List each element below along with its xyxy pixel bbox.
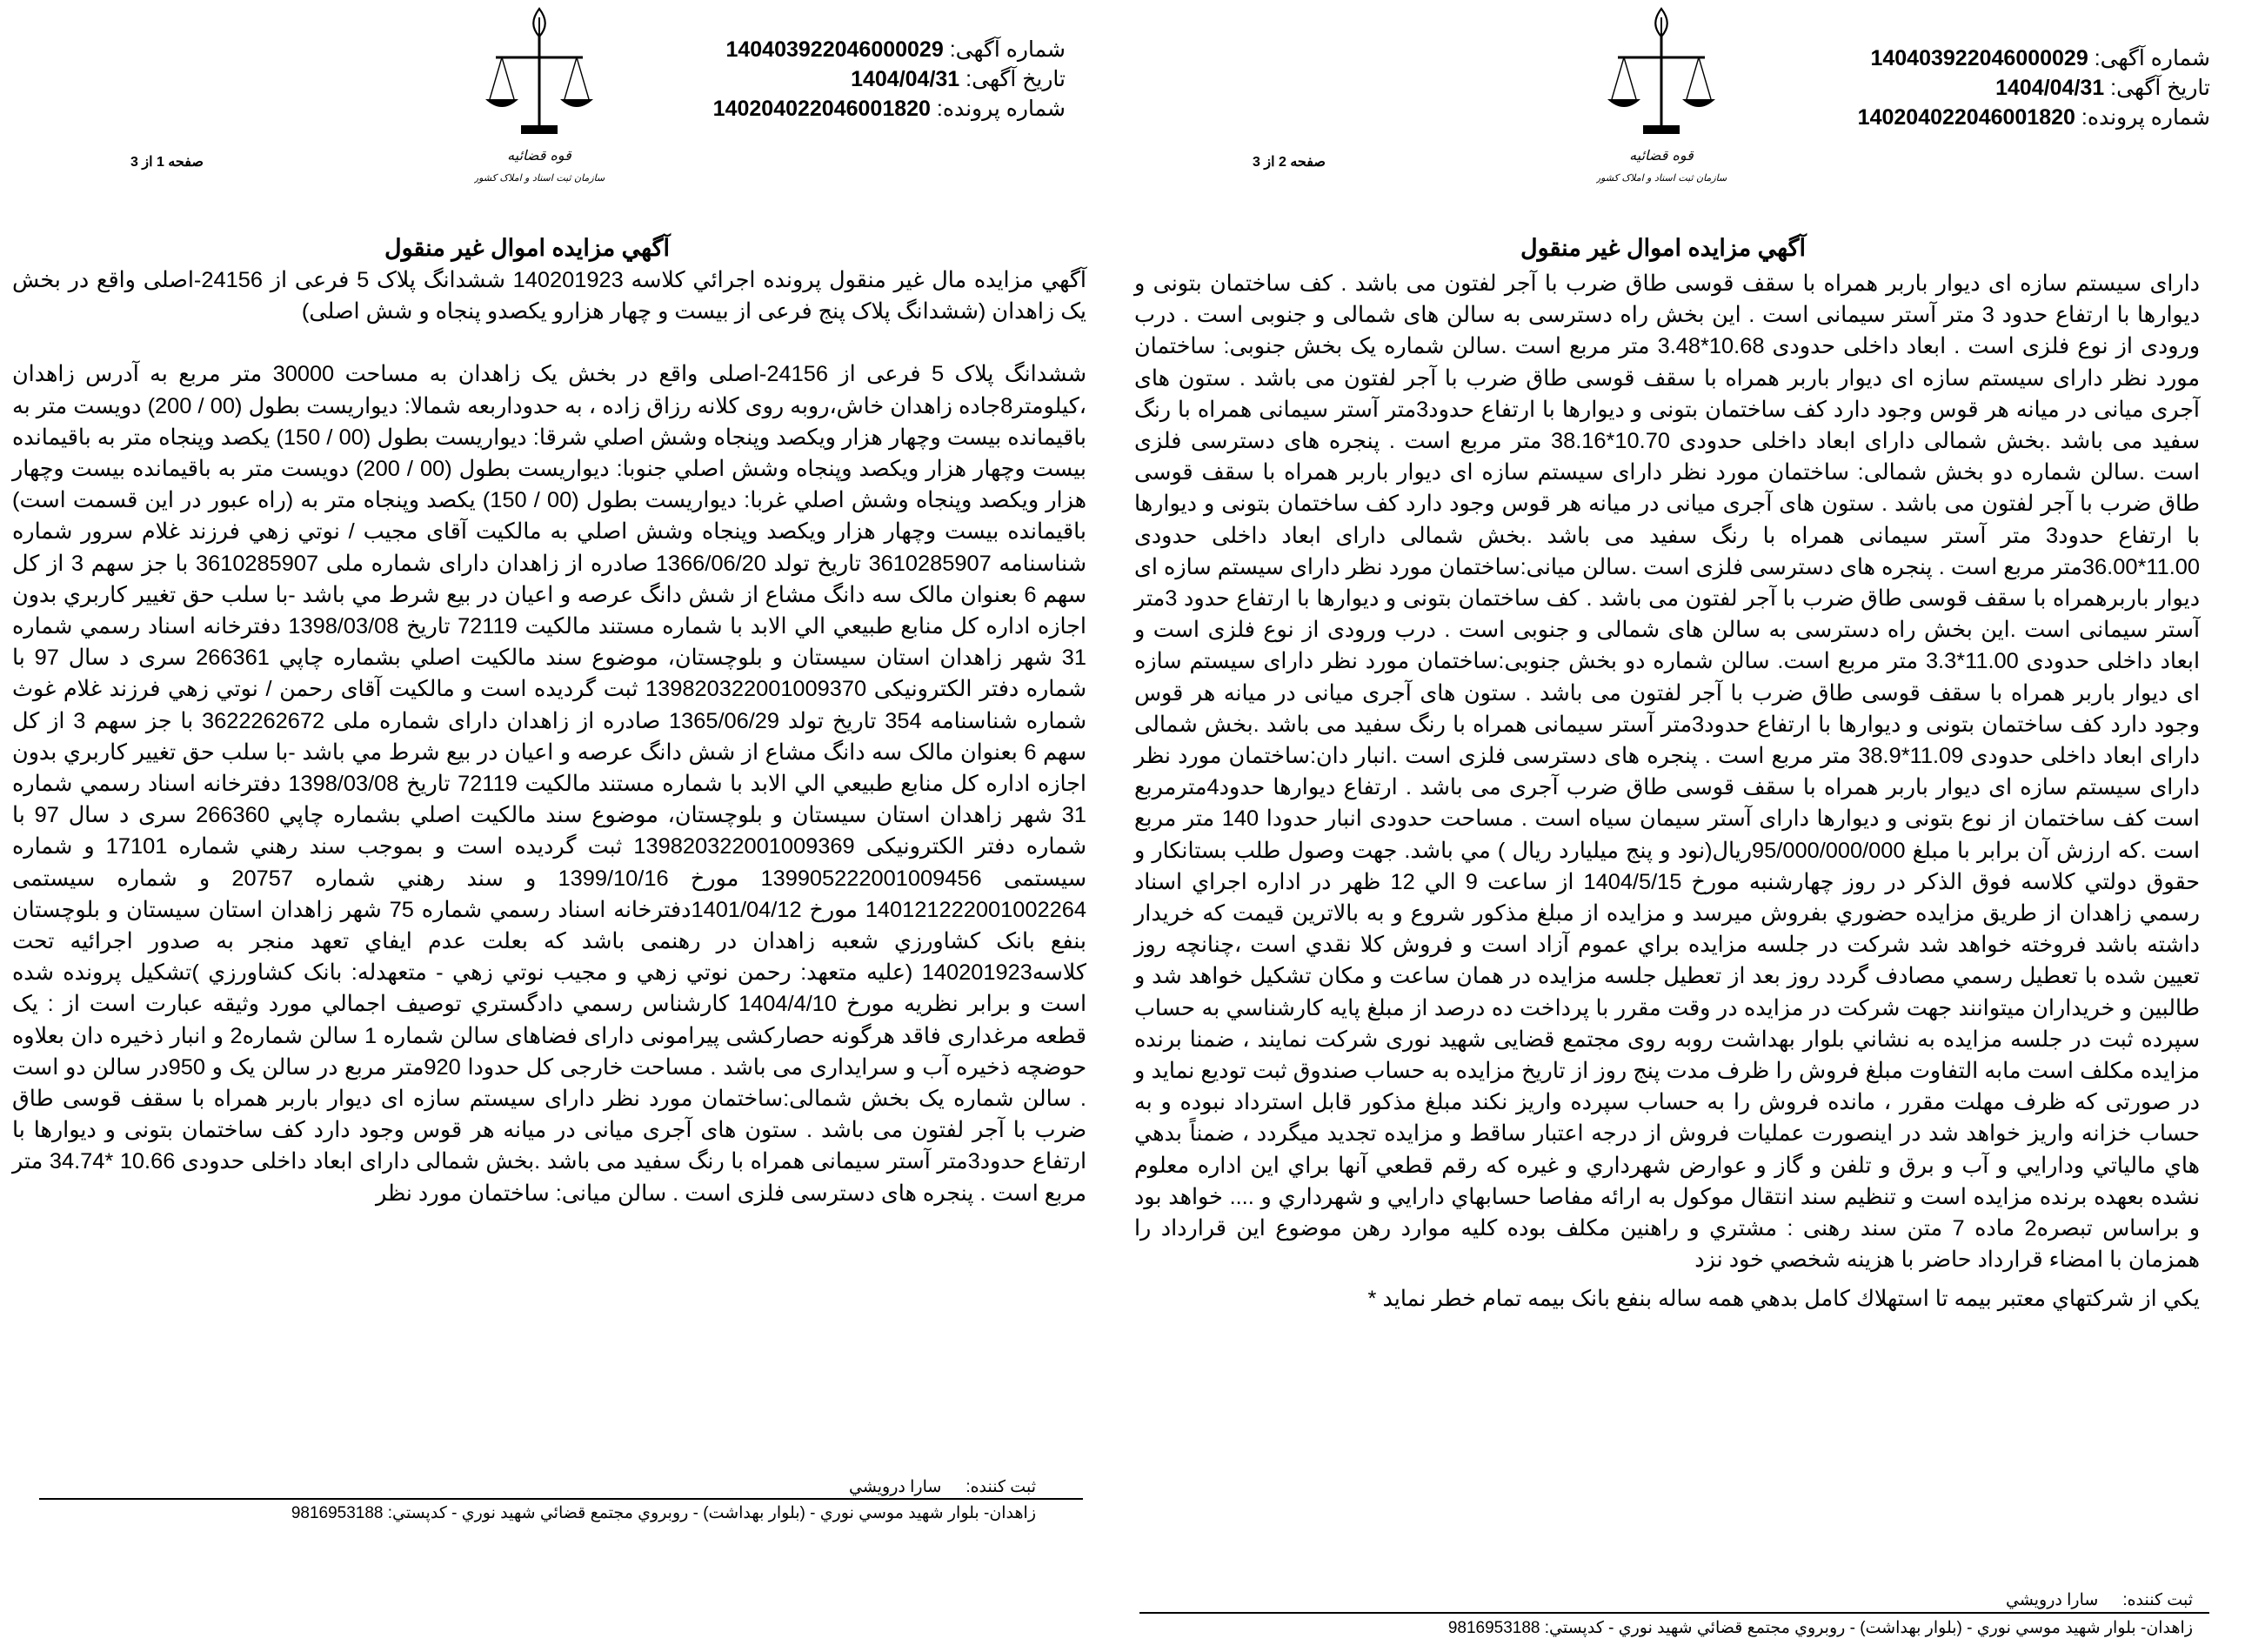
notice-date: 1404/04/31	[851, 67, 960, 91]
notice-date-row: تاریخ آگهی: 1404/04/31	[851, 67, 1066, 91]
notice-meta	[713, 35, 1066, 124]
footer-divider	[39, 1498, 1083, 1500]
notice-intro-paragraph: آگهي مزايده مال غير منقول پرونده اجرائي كلاسه 140201923 ششدانگ پلاک 5 فرعی از 24156-اصلی واقع در بخش یک زاهدان (ششدانگ پلاک پنج فرعی از بیست و چهار هزارو یکصدو پنجاه و شش اصلی)	[12, 268, 1086, 324]
page-title: آگهي مزايده اموال غير منقول	[1520, 235, 1806, 261]
registrar-label: ثبت کننده:	[965, 1478, 1036, 1496]
page-number-label: صفحه 1 از 3	[130, 155, 204, 170]
registrar-line	[2006, 1590, 2193, 1610]
notice-closing-paragraph: يكي از شركتهاي معتبر بيمه تا استهلاك كامل بدهي همه ساله بنفع بانک بيمه تمام خطر نمايد *	[1367, 1286, 2200, 1311]
judiciary-emblem-logo	[474, 5, 605, 188]
notice-main-paragraph: ششدانگ پلاک 5 فرعی از 24156-اصلی واقع در بخش یک زاهدان به مساحت 30000 متر مربع به آدرس زاهدان ،کیلومتر8جاده زاهدان خاش،روبه روی کلانه رزاق زاده ، به حدوداربعه شمالا: دیواریست بطول (00 / 200) دويست متر به باقيمانده بيست وچهار هزار ويكصد وپنجاه وشش اصلي شرقا: ديواريست بطول (00 / 150) يكصد وپنجاه متر به باقيمانده بيست وچهار هزار ويكصد وپنجاه وشش اصلي جنوبا: ديواريست بطول (00 / 200) دويست متر به باقيمانده بيست وچهار هزار ويكصد وپنجاه وشش اصلي غربا: ديواريست بطول (00 / 150) يكصد وپنجاه متر به (راه عبور در اين قسمت است) باقيمانده بيست وچهار هزار ويكصد وپنجاه وشش اصلي به مالكيت آقای مجيب / نوتي زهي فرزند غلام سرور شماره شناسنامه 3610285907 تاريخ تولد 1366/06/20 صادره از زاهدان دارای شماره ملی 3610285907 با جز سهم 3 از كل سهم 6 بعنوان مالک سه دانگ مشاع از شش دانگ عرصه و اعيان در بيع شرط مي باشد -با سلب حق تغيير كاربري بدون اجازه اداره كل منابع طبيعي الي الابد با شماره مستند مالكيت 72119 تاريخ 1398/03/08 دفترخانه اسناد رسمي شماره 31 شهر زاهدان استان سيستان و بلوچستان، موضوع سند مالكيت اصلي بشماره چاپي 266361 سری د سال 97 با شماره دفتر الكترونيكی 139820322001009370 ثبت گرديده است و مالكيت آقای رحمن / نوتي زهي فرزند غلام غوث شماره شناسنامه 354 تاريخ تولد 1365/06/29 صادره از زاهدان دارای شماره ملی 3622262672 با جز سهم 3 از كل سهم 6 بعنوان مالک سه دانگ مشاع از شش دانگ عرصه و اعيان در بيع شرط مي باشد -با سلب حق تغيير كاربري بدون اجازه اداره كل منابع طبيعي الي الابد با شماره مستند مالكيت 72119 تاريخ 1398/03/08 دفترخانه اسناد رسمي شماره 31 شهر زاهدان استان سيستان و بلوچستان، موضوع سند مالكيت اصلي بشماره چاپي 266360 سری د سال 97 با شماره دفتر الكترونيكی 139820322001009369 ثبت گرديده است و بموجب سند رهني شماره 17101 و شماره سيستمی 139905222001009456 مورخ 1399/10/16 و سند رهني شماره 20757 و شماره سيستمی 140121222001002264 مورخ 1401/04/12دفترخانه اسناد رسمي شماره 75 شهر زاهدان استان سيستان و بلوچستان بنفع بانک كشاورزي شعبه زاهدان در رهنمی باشد كه بعلت عدم ايفاي تعهد منجر به صدور اجرائيه تحت كلاسه140201923 (عليه متعهد: رحمن نوتي زهي و مجيب نوتي زهي - متعهدله: بانک كشاورزي )تشكيل پرونده شده است و برابر نظريه مورخ 1404/4/10 كارشناس رسمي دادگستري توصيف اجمالي مورد وثيقه عبارت است از : يک قطعه مرغداری فاقد هرگونه حصاركشی پیرامونی دارای فضاهای سالن شماره 1 سالن شماره2 و انبار ذخیره دان بعلاوه حوضچه ذخیره آب و سرایداری می باشد . مساحت خارجی کل حدودا 920متر مربع در سالن یک و 950در سالن دو است . سالن شماره یک بخش شمالی:ساختمان مورد نظر دارای سیستم سازه ای دیوار باربر همراه با سقف قوسی طاق ضرب با آجر لفتون می باشد . ستون های آجری میانی در میانه هر قوس وجود دارد کف ساختمان بتونی و دیوارها با ارتفاع حدود3متر آستر سیمانی همراه با رنگ سفید می باشد .بخش شمالی دارای ابعاد داخلی حدودی 10.66 *34.74 متر مربع است . پنجره های دسترسی فلزی است . سالن میانی: ساختمان مورد نظر	[12, 362, 1087, 1206]
notice-body	[12, 264, 1086, 1209]
file-number: 140204022046001820	[712, 97, 931, 121]
registrar-name: سارا درويشي	[848, 1478, 942, 1496]
page-2	[1122, 0, 2245, 1652]
file-number: 140204022046001820	[1857, 105, 2075, 130]
emblem-caption-top: قوه قضائیه	[507, 147, 571, 164]
emblem-caption-bottom: سازمان ثبت اسناد و املاک کشور	[474, 172, 605, 184]
judiciary-emblem-logo	[1596, 5, 1727, 188]
page-number-label: صفحه 2 از 3	[1253, 155, 1326, 170]
notice-number-row: شماره آگهی: 140403922046000029	[725, 37, 1066, 62]
office-address: زاهدان- بلوار شهيد موسي نوري - (بلوار بهداشت) - روبروي مجتمع قضائي شهيد نوري - كدپستي: 9816953188	[291, 1504, 1036, 1522]
file-number-row: شماره پرونده: 140204022046001820	[1857, 105, 2210, 130]
registrar-line	[849, 1477, 1036, 1497]
notice-number: 140403922046000029	[1870, 46, 2088, 70]
notice-continuation-paragraph: دارای سیستم سازه ای دیوار باربر همراه با سقف قوسی طاق ضرب با آجر لفتون می باشد . کف ساختمان بتونی و دیوارها با ارتفاع حدود 3 متر آستر سیمانی است . این بخش راه دسترسی به سالن های شمالی و جنوبی است . درب ورودی از نوع فلزی است . ابعاد داخلی حدودی 10.68*3.48 متر مربع است .سالن شماره یک بخش جنوبی: ساختمان مورد نظر دارای سیستم سازه ای دیوار باربر همراه با سقف قوسی طاق ضرب با آجر لفتون می باشد . ستون های آجری میانی در میانه هر قوس وجود دارد کف ساختمان بتونی و دیوارها با ارتفاع حدود3متر آستر سیمانی همراه با رنگ سفید می باشد .بخش شمالی دارای ابعاد داخلی حدودی 10.70*38.16 متر مربع است . پنجره های دسترسی فلزی است .سالن شماره دو بخش شمالی: ساختمان مورد نظر دارای سیستم سازه ای دیوار باربر همراه با سقف قوسی طاق ضرب با آجر لفتون می باشد . ستون های آجری میانی در میانه هر قوس وجود دارد کف ساختمان بتونی و دیوارها با ارتفاع حدود3 متر آستر سیمانی همراه با رنگ سفید می باشد .بخش شمالی دارای ابعاد داخلی حدودی 11.00*36.00متر مربع است . پنجره های دسترسی فلزی است .سالن میانی:ساختمان مورد نظر دارای سیستم سازه ای دیوار باربرهمراه با سقف قوسی طاق ضرب با آجر لفتون می باشد . کف ساختمان بتونی و دیوارها با ارتفاع حدود 3متر آستر سیمانی است .این بخش راه دسترسی به سالن های شمالی و جنوبی است . درب ورودی از نوع فلزی است و ابعاد داخلی حدودی 11.00*3.3 متر مربع است. سالن شماره دو بخش جنوبی:ساختمان مورد نظر دارای سیستم سازه ای دیوار باربر همراه با سقف قوسی طاق ضرب با آجر لفتون می باشد . ستون های آجری میانی در میانه هر قوس وجود دارد کف ساختمان بتونی و دیوارها با ارتفاع حدود3متر آستر سیمانی همراه با رنگ سفید می باشد .بخش شمالی دارای ابعاد داخلی حدودی 11.09*38.9 متر مربع است . پنجره های دسترسی فلزی است .انبار دان:ساختمان مورد نظر دارای سیستم سازه ای دیوار باربر همراه با سقف قوسی طاق ضرب آجری می باشد . ارتفاع دیوارها حدود4مترمربع است کف ساختمان از نوع بتونی و دیوارها دارای آستر سیمان سیاه است . مساحت حدودی انبار حدودا 140 متر مربع است .که ارزش آن برابر با مبلغ 95/000/000/000ريال(نود و پنج ميليارد ريال ) مي باشد. جهت وصول طلب بستانكار و حقوق دولتي كلاسه فوق الذكر در روز چهارشنبه مورخ 1404/5/15 از ساعت 9 الي 12 ظهر در اداره اجراي اسناد رسمي زاهدان از طريق مزايده حضوري بفروش ميرسد و مزايده از مبلغ مذكور شروع و به بالاترين قيمت كه خريدار داشته باشد فروخته خواهد شد شركت در جلسه مزايده براي عموم آزاد است و فروش كلا نقدي است ،چنانچه روز تعيين شده با تعطيل رسمي مصادف گردد روز بعد از تعطيل جلسه مزايده در همان ساعت و مكان تشكيل خواهد شد و طالبين و خريداران ميتوانند جهت شركت در مزايده در وقت مقرر با پرداخت ده درصد از مبلغ پايه كارشناسي به حساب سپرده ثبت در جلسه مزايده به نشاني بلوار بهداشت روبه روی مجتمع قضايی شهيد نوری شرکت نمايند ، ضمنا برنده مزايده مكلف است مابه التفاوت مبلغ فروش را ظرف مدت پنج روز از تاريخ مزايده به حساب صندوق ثبت توديع نمايد و در صورتی كه ظرف مهلت مقرر ، مانده فروش را به حساب سپرده واريز نكند مبلغ مذكور قابل استرداد نبوده و به حساب خزانه واريز خواهد شد در اينصورت عمليات فروش از درجه اعتبار ساقط و مزايده تجديد ميگردد ، ضمناً بدهي هاي مالياتي ودارايي و آب و برق و تلفن و گاز و عوارض شهرداري و غيره كه رقم قطعي آنها براي اين اداره معلوم نشده بعهده برنده مزايده است و تنظيم سند انتقال موكول به ارائه مفاصا حسابهاي دارايي و شهرداري و .... خواهد بود و براساس تبصره2 ماده 7 متن سند رهنی : مشتري و راهنين مكلف بوده كليه موارد رهن موضوع اين قرارداد را همزمان با امضاء قرارداد حاضر با هزينه شخصي خود نزد	[1134, 271, 2201, 1273]
notice-date-row: تاریخ آگهی: 1404/04/31	[1995, 76, 2210, 100]
notice-number: 140403922046000029	[725, 37, 944, 62]
notice-date: 1404/04/31	[1995, 76, 2105, 100]
page-title: آگهي مزايده اموال غير منقول	[384, 235, 670, 261]
registrar-name: سارا درويشي	[2005, 1591, 2099, 1609]
notice-meta	[1858, 43, 2210, 132]
emblem-caption-top: قوه قضائیه	[1629, 147, 1694, 164]
footer-divider	[1139, 1612, 2209, 1614]
registrar-label: ثبت کننده:	[2122, 1591, 2193, 1609]
notice-number-row: شماره آگهی: 140403922046000029	[1870, 46, 2210, 70]
page-1	[0, 0, 1109, 1652]
notice-body	[1134, 268, 2200, 1314]
file-number-row: شماره پرونده: 140204022046001820	[712, 97, 1066, 121]
emblem-caption-bottom: سازمان ثبت اسناد و املاک کشور	[1596, 172, 1727, 184]
office-address: زاهدان- بلوار شهيد موسي نوري - (بلوار بهداشت) - روبروي مجتمع قضائي شهيد نوري - كدپستي: 9816953188	[1447, 1619, 2193, 1637]
